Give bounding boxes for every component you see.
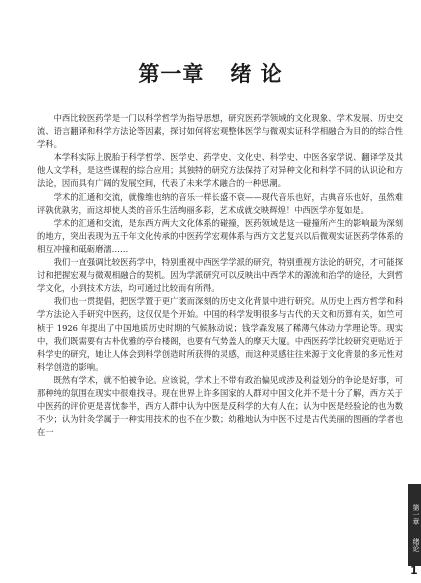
chapter-label: 第一章 xyxy=(138,62,205,86)
chapter-body xyxy=(37,112,403,439)
paragraph: 我们也一贯提倡，把医学置于更广袤而深刻的历史文化背景中进行研究。从历史上西方哲学和科学方法论入手研究中医药，这仅仅是个开始。中国的科学发明很多与古代的天文和历算有关，如竺可桢于 1926 年提出了中国地质历史时期的气候脉动说；钱学森发展了稀薄气体动力学理论等。现实中，我们既需要有古朴优雅的亭台楼阁，也要有气势盖人的摩天大厦。中西医药学比较研究更贴近于科学史的研究，她让人体会到科学创造时所获得的灵感，而这种灵感往往来源于文化背景的多元性对科学创造的影响。 xyxy=(37,296,403,372)
chapter-name: 绪 论 xyxy=(230,62,283,86)
side-tab-chapter: 第一章 xyxy=(412,504,420,526)
paragraph: 本学科实际上脱胎于科学哲学、医学史、药学史、文化史、科学史、中医各家学说、翻译学及其他人文学科，是这些课程的综合应用；其独特的研究方法保持了对异种文化和科学不同的认识论和方法论，因而具有广阔的发展空间，代表了未来学术融合的一种思潮。 xyxy=(37,152,403,189)
paragraph: 学术的汇通和交流，是东西方两大文化体系的碰撞，医药领域是这一碰撞所产生的影响最为深刻的地方，突出表现为五千年文化传承的中医药学宏观体系与西方文艺复兴以后微观实证医药学体系的相互冲撞和砥砺磨濡…… xyxy=(37,217,403,254)
paragraph: 我们一直强调比较医药学中，特别重视中西医学学派的研究，特别重视方法论的研究，才可能探讨和把握宏观与微观相融合的契机。因为学派研究可以反映出中西学术的源流和治学的途径，大到哲学文化，小到技术方法，均可通过比较而有所得。 xyxy=(37,257,403,294)
chapter-side-tab xyxy=(408,484,421,566)
page-number: 1 xyxy=(410,564,418,577)
paragraph: 既然有学术，就不怕被争论。应该说，学术上不带有政治偏见或涉及利益划分的争论是好事，可那种纯的氛围在现实中很难找寻。现在世界上许多国家的人群对中国文化并不是十分了解，西方关于中医药的评价更是喜忧参半，西方人群中认为中医是反科学的大有人在；认为中医是经验论的也为数不少；认为针灸学属于一种实用技术的也不在少数；幼稚地认为中医不过是古代美丽的图画的学者也在一 xyxy=(37,374,403,438)
chapter-title xyxy=(0,58,421,88)
side-tab-section: 绪论 xyxy=(412,537,420,552)
paragraph: 中西比较医药学是一门以科学哲学为指导思想，研究医药学领域的文化现象、学术发展、历史交流、语言翻译和科学方法论等因素，探讨如何将宏观整体医学与微观实证科学相融合为目的的综合性学科。 xyxy=(37,113,403,150)
paragraph: 学术的汇通和交流，就像维也纳的音乐一样长盛不衰——现代音乐也好，古典音乐也好，虽然难评孰优孰劣，而这却使人类的音乐生活绚丽多彩，艺术成就交映辉煌！中西医学亦复如是。 xyxy=(37,191,403,215)
